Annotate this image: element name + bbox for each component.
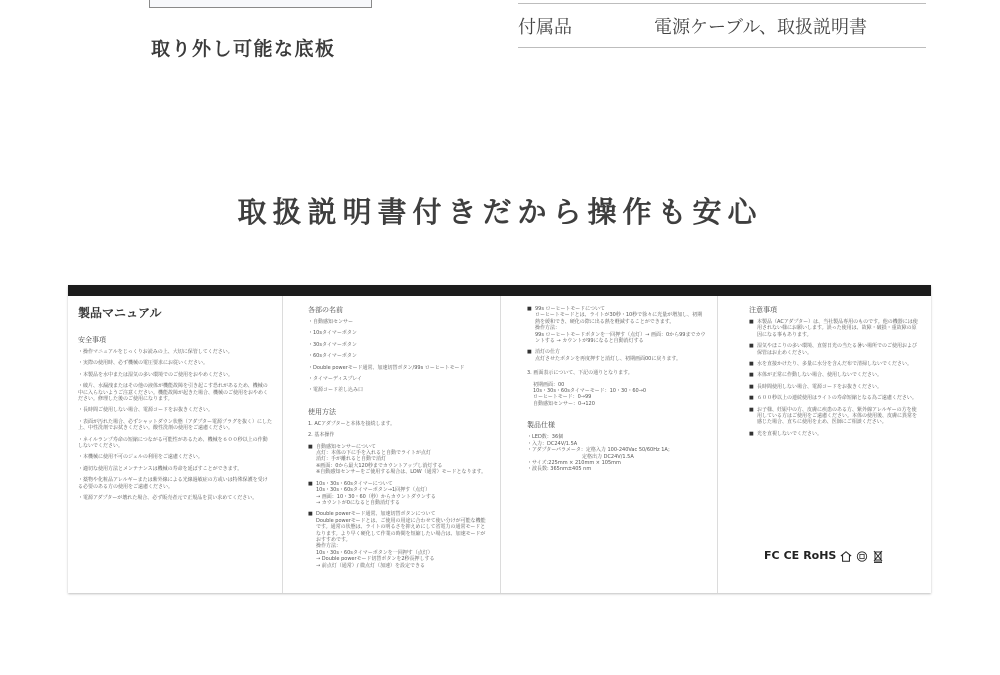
product-image-bottom-edge — [149, 0, 372, 8]
spec-title: 製品仕様 — [527, 421, 555, 430]
list-item: ・操作マニュアルをじっくりお読みの上、大切に保管してください。 — [78, 349, 233, 355]
indoor-use-icon — [840, 550, 852, 562]
manual-title: 製品マニュアル — [78, 306, 162, 320]
list-item: ■ ６００秒以上の連続使用はライトの寿命短縮となる為ご遠慮ください。 — [749, 395, 921, 401]
fcc-mark: FC — [764, 548, 780, 562]
spec-label: 付属品 — [518, 16, 572, 38]
parts-title: 各部の名前 — [308, 306, 343, 314]
weee-bin-icon — [872, 550, 884, 562]
list-item: ■ 光を直視しないでください。 — [749, 431, 921, 437]
spec-list: ・LED数：36個 ・入力：DC24V/1.5A ・アダプターパラメータ：定格入力 100-240Vac 50/60Hz 1A； 定格出力 DC24V/1.5A ・サイズ:225mm × 210mm × 105mm ・波長数: 365nm±405 nm — [527, 434, 673, 473]
list-item: ・30sタイマーボタン — [308, 341, 357, 348]
list-item: ・電源アダプターが壊れた場合、必ず販売者元で正規品を買い求めてください。 — [78, 495, 258, 502]
safety-title: 安全事項 — [78, 336, 106, 344]
list-item: ・60sタイマーボタン — [308, 353, 357, 360]
list-item: ・表面が汚れた場合、必ずシャットダウン状態（アダプター電源プラグを抜く）にした上、中性洗剤でお拭きください。酸性洗剤の使用をご遠慮ください。 — [78, 418, 273, 432]
manual-column-4 — [717, 296, 931, 593]
list-item: ・実際の使用時、必ず機械の電圧要求にお従いください。 — [78, 360, 209, 367]
cautions-list — [749, 319, 921, 437]
list-item: ■ 湿気やほこりの多い環境、直射日光の当たる暑い場所でのご使用および保管はお止めください。 — [749, 343, 921, 356]
manual-column-1 — [68, 296, 282, 593]
safety-list — [78, 349, 272, 502]
certification-marks — [764, 550, 884, 562]
parts-list — [308, 319, 490, 394]
spec-value: 電源ケーブル、取扱説明書 — [654, 16, 867, 38]
list-item: ■ お子様、妊娠中の方、皮膚に疾患のある方、紫外線アレルギーの方を使用している方はご使用をご遠慮ください。本体の使用後、皮膚に異常を感じた場合、直ちに使用を止め、医師にご相談ください。 — [749, 407, 921, 426]
list-item: ・自動感知センサー — [308, 319, 354, 325]
manual-column-2 — [282, 296, 500, 593]
list-item: ・適切な使用方法とメンテナンスは機械の寿命を延ばすことができます。 — [78, 465, 243, 472]
manual-column-3 — [500, 296, 717, 593]
list-item: ・ネイルランプ寿命の短縮につながる可能性があるため、機械を６００秒以上の作動しないでください。 — [78, 436, 268, 450]
list-item: ・タイマーディスプレイ — [308, 376, 363, 383]
section-heading: 取扱説明書付きだから操作も安心 — [237, 195, 763, 229]
list-item: ・Double powerモード通常、加速切替ボタン/99s ローヒートモード — [308, 364, 465, 371]
list-item: ・本機械に使用不可のジェルの利用をご遠慮ください。 — [78, 454, 203, 461]
usage-step-2: 2. 基本操作 — [308, 432, 335, 439]
display-title: 3. 画面表示について、下記の通りとなります。 — [527, 370, 633, 377]
ce-mark: CE — [783, 548, 800, 562]
image-caption: 取り外し可能な底板 — [151, 38, 336, 60]
usage-step-1: 1. ACアダプターと本体を接続します。 — [308, 420, 396, 427]
usage-block: ■ 自動感知センサーについて 点灯：本体の下に手を入れると自動でライトが点灯 消灯：手が離れると自動で消灯 ※画面：0から最大120秒までカウントアップし消灯する ※自動感知センサーをご使用する場合は、LOW（通常）モードとなります。 — [308, 444, 490, 476]
cautions-title: 注意事項 — [749, 306, 777, 314]
list-item: ・10sタイマーボタン — [308, 330, 357, 337]
usage-block: ■ 消灯の仕方 点灯させたボタンを再度押すと消灯し、初期画面00に戻ります。 — [527, 349, 707, 362]
manual-image — [68, 285, 931, 593]
usage-block: ■ Double powerモード通常、加速切替ボタンについて Double powerモードとは、ご使用の用途に合わせて使い分けが可能な機能です。通常の状態は、ライトの明るさを抑えめにして省電力の通常モードとなります。より早く硬化して作業の時間を短縮したい場合は、加速モードがおすすめです。 操作方法： 10s・30s・60sタイマーボタンを一回押す（点灯） → Double powerモード切替ボタンを2秒長押しする → 前点灯（通常）/ 微点灯（加速）を設定できる — [308, 511, 490, 569]
list-item: ■ 本製品（ACアダプター）は、当社製品専用のものです。他の機器には使用されない様にお願いします。誤った使用は、故障・破損・重故障の原因になる事もあります。 — [749, 319, 921, 338]
list-item: ■ 水を直接かけたり、多量に水分を含んだ布で清掃しないでください。 — [749, 361, 921, 367]
usage-block: ■ 10s・30s・60sタイマーについて 10s・30s・60sタイマーボタン→1回押す（点灯） → 画面：10・30・60（秒）からカウントダウンする → カウントが0になると自動消灯する — [308, 481, 490, 507]
list-item: ・電源コード差し込み口 — [308, 387, 364, 394]
display-list: 初期画面：00 10s・30s・60sタイマーモード：10・30・60→0 ローヒートモード：0→99 自動感知センサー：0→120 — [533, 381, 647, 407]
double-insulation-icon — [856, 550, 868, 562]
list-item: ■ 長時間使用しない場合、電源コードをお抜きください。 — [749, 384, 921, 390]
list-item: ・長時間ご使用しない場合、電源コードをお抜きください。 — [78, 407, 214, 414]
spec-table — [518, 3, 926, 48]
list-item: ・破片、水漏洩またはその他の液体が機能故障を引き起こす恐れがあるため、機械の中に入らないようご注意ください。機能故障が起きた場合、機械のご使用をおやめください。修理した後のご使用になります。 — [78, 383, 269, 403]
usage-title: 使用方法 — [308, 407, 336, 416]
list-item: ・薬物や化粧品アレルギーまたは紫外線による光線過敏症の方或いは特殊保護を受ける必要のある方の使用をご遠慮ください。 — [78, 477, 268, 490]
spec-row-accessories — [518, 3, 926, 48]
list-item: ■ 本体が正常に作動しない場合、使用しないでください。 — [749, 372, 921, 378]
usage-block: ■ 99s ローヒートモードについて ローヒートモードとは、ライトが30秒・10秒で徐々に光量が増加し、初期熱を緩和でき、硬化の際に出る熱を軽減することができます。 操作方法： 99s ローヒートモードボタンを一回押す（点灯）→ 画面：0から99までカウントする → カウントが99になると自動消灯する — [527, 306, 707, 344]
list-item: ・本製品を水中または湿気の多い環境でのご使用をおやめください。 — [78, 371, 234, 378]
rohs-mark: RoHS — [803, 548, 837, 562]
